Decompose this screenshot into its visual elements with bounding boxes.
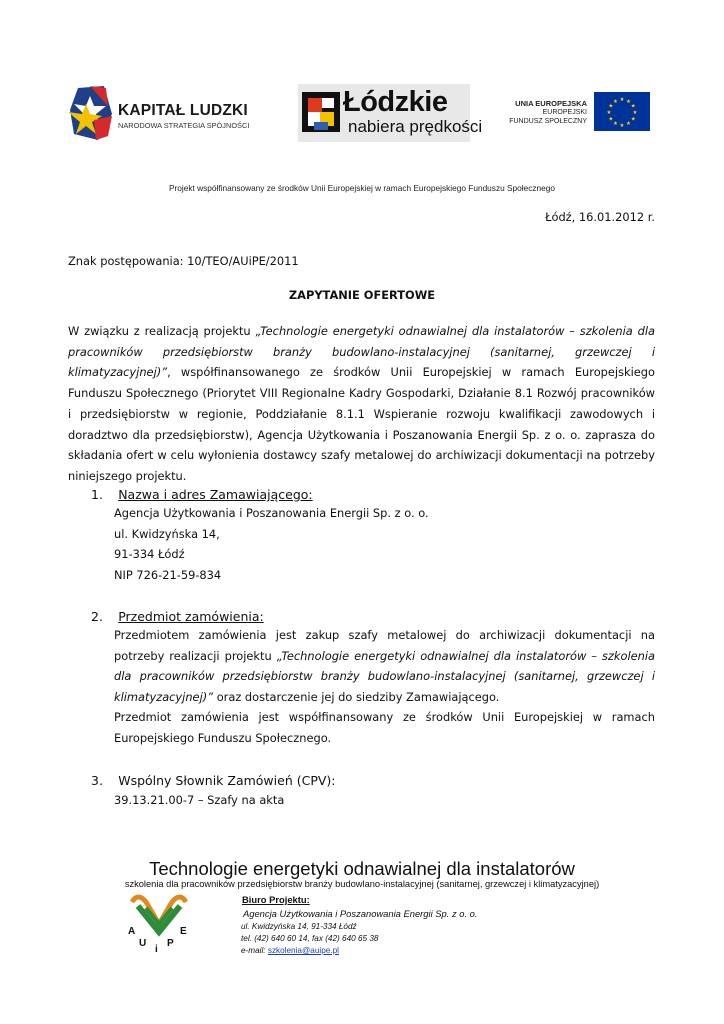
svg-text:★: ★ bbox=[608, 116, 614, 123]
kapital-ludzki-star-icon bbox=[68, 84, 118, 142]
section-1-body bbox=[114, 503, 429, 585]
lodzkie-subtitle: nabiera prędkości bbox=[348, 117, 483, 136]
svg-text:★: ★ bbox=[630, 116, 636, 123]
subject-paragraph-2: Przedmiot zamówienia jest współfinansowany ze środków Unii Europejskiej w ramach Europejskiego Funduszu Społecznego. bbox=[114, 710, 655, 745]
ordering-party-name: Agencja Użytkowania i Poszanowania Energii Sp. z o. o. bbox=[114, 506, 429, 520]
footer-org: Agencja Użytkowania i Poszanowania Energii Sp. z o. o. bbox=[243, 908, 478, 919]
svg-text:★: ★ bbox=[619, 123, 625, 129]
intro-project-name: „Technologie energetyki odnawialnej dla instalatorów – szkolenia dla pracowników przedsiębiorstw branży budowlano-instalacyjnej (sanitarnej, grzewczej i klimatyzacyjnej)” bbox=[68, 324, 655, 380]
svg-text:A: A bbox=[128, 926, 136, 937]
svg-text:★: ★ bbox=[630, 103, 636, 110]
subject-project-name: „Technologie energetyki odnawialnej dla instalatorów – szkolenia dla pracowników przedsiębiorstw branży budowlano-instalacyjnej (sanitarnej, grzewczej i klimatyzacyjnej)” bbox=[114, 648, 656, 704]
eu-label-2: EUROPEJSKI bbox=[542, 109, 587, 116]
ordering-party-city: 91-334 Łódź bbox=[114, 547, 185, 562]
eu-flag-icon bbox=[594, 92, 650, 131]
svg-text:P: P bbox=[167, 938, 174, 949]
eu-label-3: FUNDUSZ SPOŁECZNY bbox=[509, 118, 587, 125]
cofinancing-note: Projekt współfinansowany ze środków Unii Europejskiej w ramach Europejskiego Funduszu Społecznego bbox=[168, 183, 555, 193]
eu-label-1: UNIA EUROPEJSKA bbox=[515, 99, 587, 108]
svg-text:★: ★ bbox=[626, 98, 631, 105]
lodzkie-mosaic-icon bbox=[298, 84, 344, 142]
project-office-label: Biuro Projektu: bbox=[242, 894, 310, 905]
section-1-number: 1. bbox=[91, 487, 103, 502]
kapital-ludzki-subtitle: NARODOWA STRATEGIA SPÓJNOŚCI bbox=[118, 121, 250, 130]
svg-text:U: U bbox=[139, 938, 147, 949]
svg-text:★: ★ bbox=[626, 121, 631, 128]
section-3-heading bbox=[91, 770, 336, 789]
section-3-title: Wspólny Słownik Zamówień (CPV): bbox=[118, 773, 336, 788]
svg-text:★: ★ bbox=[608, 103, 614, 110]
svg-text:★: ★ bbox=[619, 97, 625, 103]
footer-address: ul. Kwidzyńska 14, 91-334 Łódź bbox=[241, 922, 357, 931]
footer-email-link[interactable]: szkolenia@auipe.pl bbox=[267, 946, 339, 955]
footer-subtitle: szkolenia dla pracowników przedsiębiorstw branży budowlano-instalacyjnej (sanitarnej, grzewczej i klimatyzacyjnej) bbox=[124, 879, 600, 889]
section-1-title: Nazwa i adres Zamawiającego: bbox=[118, 487, 313, 502]
footer-email-line bbox=[241, 946, 339, 955]
reference-number: Znak postępowania: 10/TEO/AUiPE/2011 bbox=[68, 254, 299, 268]
section-1-heading bbox=[91, 484, 313, 503]
ordering-party-nip: NIP 726-21-59-834 bbox=[114, 567, 222, 582]
footer-title: Technologie energetyki odnawialnej dla instalatorów bbox=[149, 858, 575, 879]
auipe-logo bbox=[124, 888, 194, 954]
footer-email-label: e-mail: bbox=[241, 946, 268, 955]
subject-text-a: Przedmiotem zamówienia jest zakup szafy metalowej do archiwizacji dokumentacji na potrzeby realizacji projektu bbox=[114, 628, 655, 663]
subject-text-b: oraz dostarczenie jej do siedziby Zamawiającego. bbox=[213, 689, 500, 704]
kapital-ludzki-title: KAPITAŁ LUDZKI bbox=[118, 102, 248, 119]
section-2-heading bbox=[91, 606, 264, 625]
svg-text:★: ★ bbox=[632, 110, 638, 116]
svg-text:★: ★ bbox=[613, 98, 618, 105]
intro-paragraph bbox=[68, 321, 655, 487]
cpv-code: 39.13.21.00-7 – Szafy na akta bbox=[114, 793, 285, 807]
footer-phone: tel. (42) 640 60 14, fax (42) 640 65 38 bbox=[241, 934, 379, 943]
document-date: Łódź, 16.01.2012 r. bbox=[545, 210, 655, 224]
ordering-party-street: ul. Kwidzyńska 14, bbox=[114, 526, 220, 541]
section-2-body bbox=[114, 625, 655, 749]
subject-paragraph-1 bbox=[114, 625, 655, 707]
svg-text:i: i bbox=[155, 944, 158, 954]
section-3-number: 3. bbox=[91, 773, 103, 788]
intro-text-b: , współfinansowanego ze środków Unii Europejskiej w ramach Europejskiego Funduszu Społecznego (Priorytet VIII Regionalne Kadry Gospodarki, Działanie 8.1 Rozwój pracowników i przedsiębiorstw w regionie, Poddziałanie 8.1.1 Wspieranie rozwoju kwalifikacji zawodowych i doradztwo dla przedsiębiorstw), Agencja Użytkowania i Poszanowania Energii Sp. z o. o. zaprasza do składania ofert w celu wyłonienia dostawcy szafy metalowej do archiwizacji dokumentacji na potrzeby niniejszego projektu. bbox=[68, 365, 655, 483]
document-heading: ZAPYTANIE OFERTOWE bbox=[288, 288, 436, 302]
svg-text:E: E bbox=[180, 926, 187, 937]
section-2-number: 2. bbox=[91, 609, 103, 624]
lodzkie-title: Łódzkie bbox=[343, 86, 448, 118]
svg-text:★: ★ bbox=[606, 110, 612, 116]
intro-text-a: W związku z realizacją projektu bbox=[68, 324, 256, 338]
svg-text:★: ★ bbox=[613, 121, 618, 128]
section-2-title: Przedmiot zamówienia: bbox=[118, 609, 264, 624]
